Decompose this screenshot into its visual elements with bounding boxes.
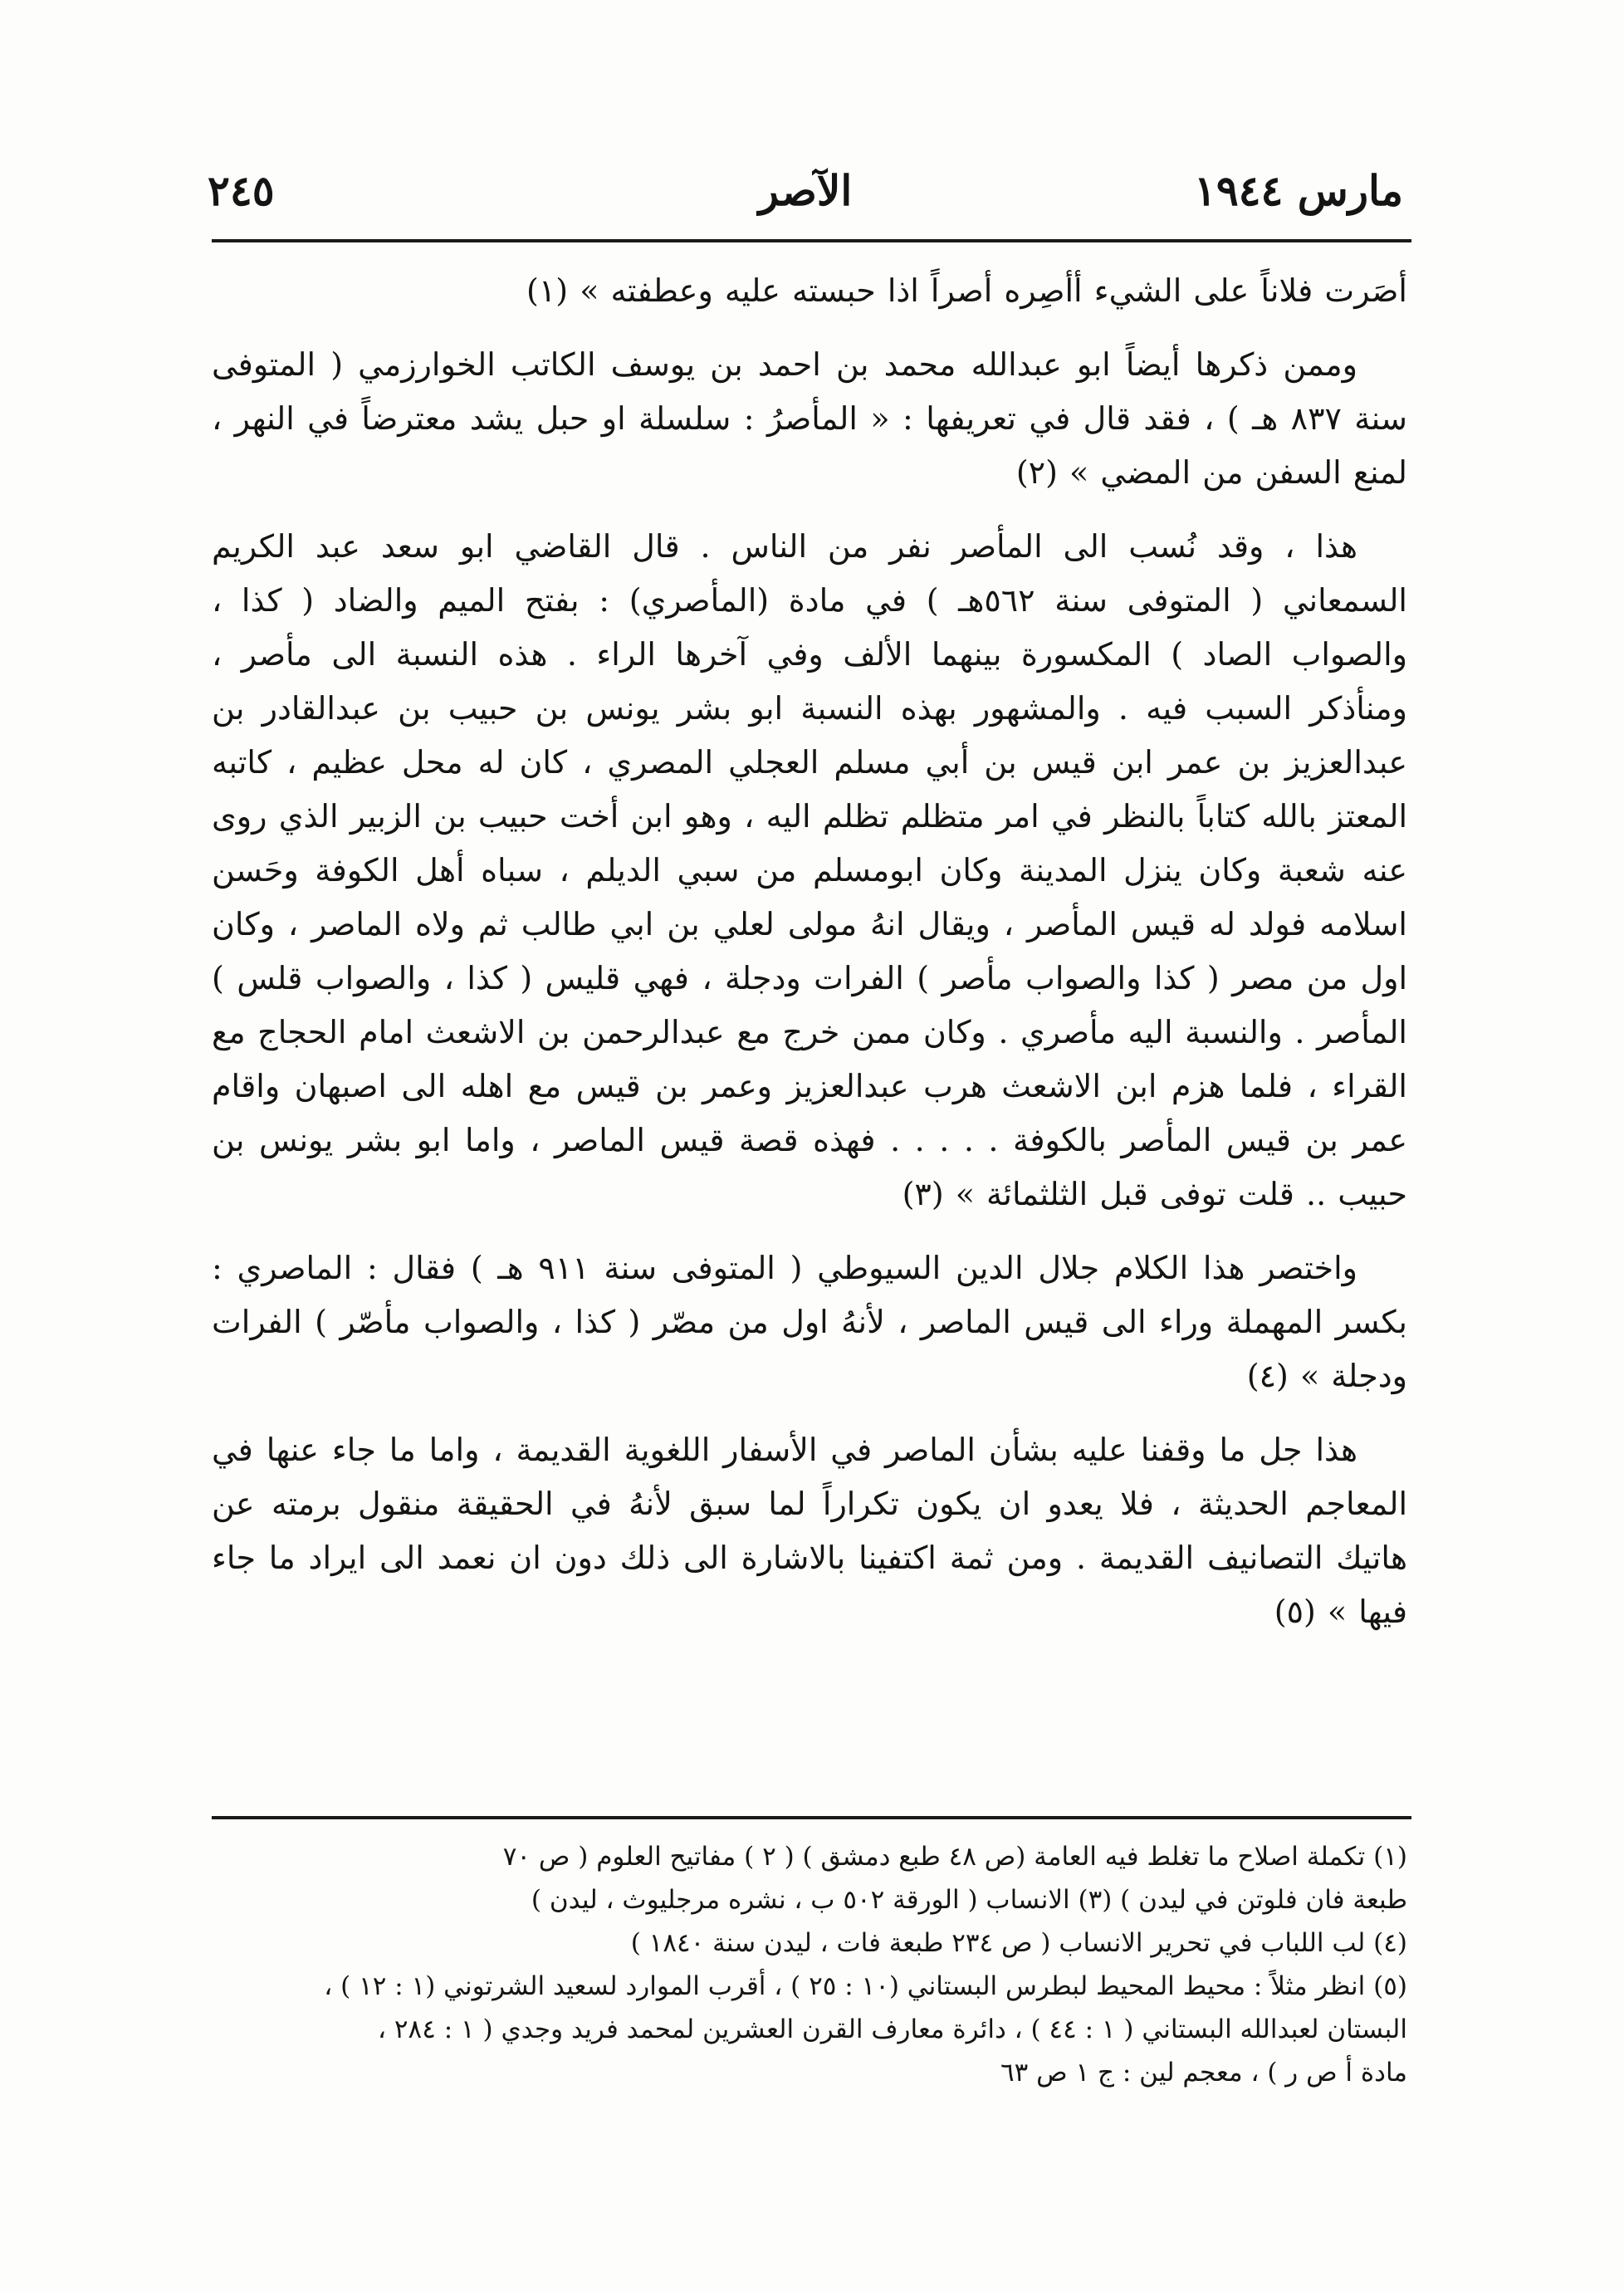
footnote-line: طبعة فان فلوتن في ليدن ) (٣) الانساب ( الورقة ٥٠٢ ب ، نشره مرجليوث ، ليدن ) — [531, 1885, 1407, 1915]
article-body — [212, 264, 1407, 1659]
footnote-line: (٥) انظر مثلاً : محيط المحيط لبطرس البستاني (١٠ : ٢٥ ) ، أقرب الموارد لسعيد الشرتوني (١ : ١٢ ) ، — [324, 1971, 1407, 2001]
paragraph-2: وممن ذكرها أيضاً ابو عبدالله محمد بن احمد بن يوسف الكاتب الخوارزمي ( المتوفى سنة ٨٣٧ هـ ) ، فقد قال في تعريفها : « المأصرُ : سلسلة او حبل يشد معترضاً في النهر ، لمنع السفن من المضي » (٢) — [212, 346, 1407, 491]
footnotes — [212, 1835, 1407, 2094]
header-title: الآصر — [758, 166, 853, 215]
header-divider — [212, 239, 1411, 242]
footnote-divider — [212, 1816, 1411, 1819]
page-header — [208, 149, 1403, 233]
footnote-line: (٤) لب اللباب في تحرير الانساب ( ص ٢٣٤ طبعة فات ، ليدن سنة ١٨٤٠ ) — [630, 1928, 1407, 1958]
page-number: ٢٤٥ — [208, 166, 275, 215]
paragraph-3: هذا ، وقد نُسب الى المأصر نفر من الناس . قال القاضي ابو سعد عبد الكريم السمعاني ( المتوفى سنة ٥٦٢هـ ) في مادة (المأصري) : بفتح الميم والضاد ( كذا ، والصواب الصاد ) المكسورة بينهما الألف وفي آخرها الراء . هذه النسبة الى مأصر ، ومنأذكر السبب فيه . والمشهور بهذه النسبة ابو بشر يونس بن حبيب بن عبدالقادر بن عبدالعزيز بن عمر ابن قيس بن أبي مسلم العجلي المصري ، كان له محل عظيم ، كاتبه المعتز بالله كتاباً بالنظر في امر متظلم تظلم اليه ، وهو ابن أخت حبيب بن الزبير الذي روى عنه شعبة وكان ينزل المدينة وكان ابومسلم من سبي الديلم ، سباه أهل الكوفة وحَسن اسلامه فولد له قيس المأصر ، ويقال انهُ مولى لعلي بن ابي طالب ثم ولاه الماصر ، وكان اول من مصر ( كذا والصواب مأصر ) الفرات ودجلة ، فهي قليس ( كذا ، والصواب قلس ) المأصر . والنسبة اليه مأصري . وكان ممن خرج مع عبدالرحمن بن الاشعث امام الحجاج مع القراء ، فلما هزم ابن الاشعث هرب عبدالعزيز وعمر بن قيس مع اهله الى اصبهان واقام عمر بن قيس المأصر بالكوفة . . . . . فهذه قصة قيس الماصر ، واما ابو بشر يونس بن حبيب .. قلت توفى قبل الثلثمائة » (٣) — [212, 528, 1407, 1212]
paragraph-5: هذا جل ما وقفنا عليه بشأن الماصر في الأسفار اللغوية القديمة ، واما ما جاء عنها في المعاجم الحديثة ، فلا يعدو ان يكون تكراراً لما سبق لأنهُ في الحقيقة منقول برمته عن هاتيك التصانيف القديمة . ومن ثمة اكتفينا بالاشارة الى ذلك دون ان نعمد الى ايراد ما جاء فيها » (٥) — [212, 1432, 1407, 1630]
footnote-line: (١) تكملة اصلاح ما تغلط فيه العامة (ص ٤٨ طبع دمشق ) ( ٢ ) مفاتيح العلوم ( ص ٧٠ — [502, 1842, 1407, 1872]
footnote-line: البستان لعبدالله البستاني ( ١ : ٤٤ ) ، دائرة معارف القرن العشرين لمحمد فريد وجدي ( ١ : ٢٨٤ ، — [378, 2014, 1407, 2044]
paragraph-1: أصَرت فلاناً على الشيء أأصِره أصراً اذا حبسته عليه وعطفته » (١) — [526, 272, 1407, 309]
footnote-line: مادة أ ص ر ) ، معجم لين : ج ١ ص ٦٣ — [1000, 2058, 1407, 2088]
header-date: مارس ١٩٤٤ — [1193, 166, 1403, 215]
paragraph-4: واختصر هذا الكلام جلال الدين السيوطي ( المتوفى سنة ٩١١ هـ ) فقال : الماصري : بكسر المهملة وراء الى قيس الماصر ، لأنهُ اول من مصّر ( كذا ، والصواب مأصّر ) الفرات ودجلة » (٤) — [212, 1250, 1407, 1394]
